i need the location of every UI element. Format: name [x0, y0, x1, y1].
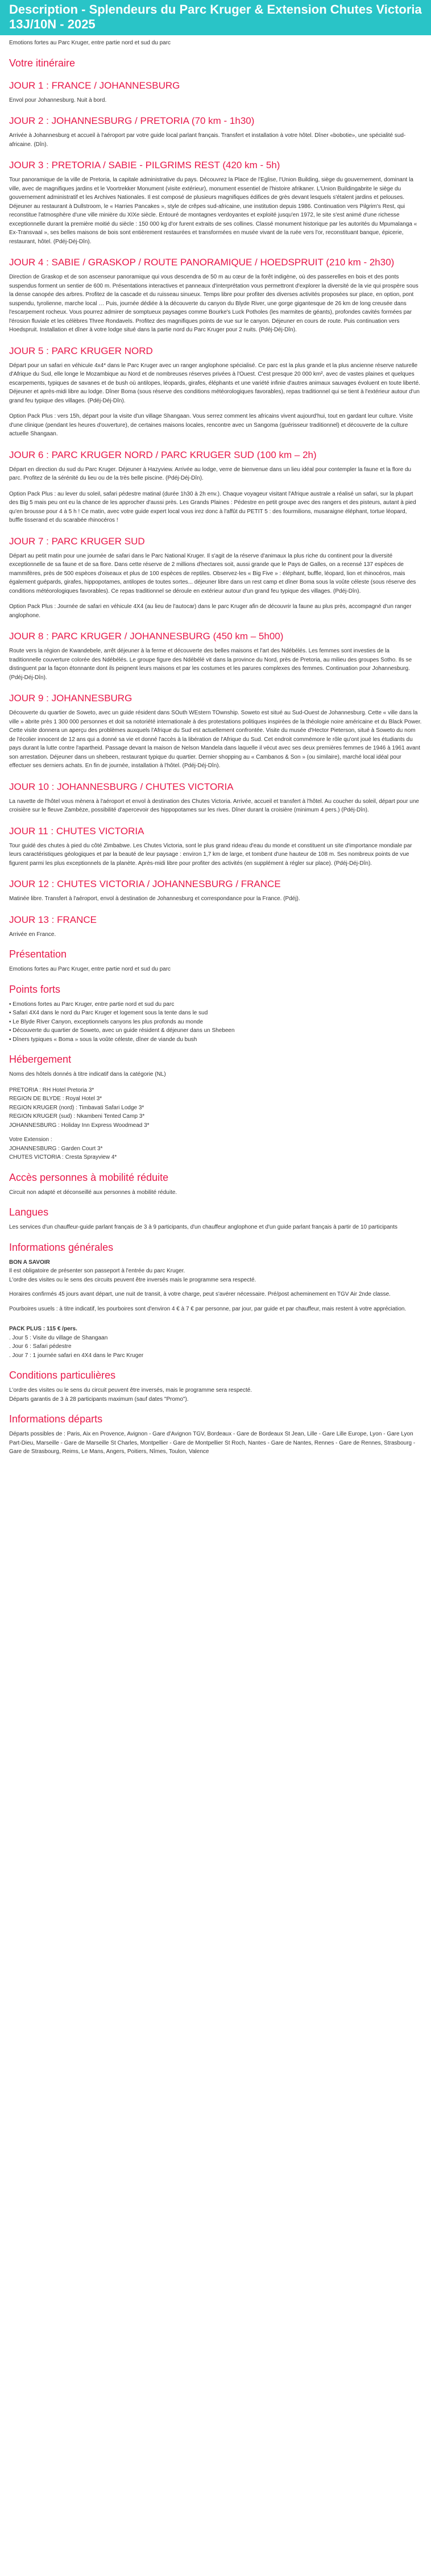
lodging-heading: Hébergement	[9, 1054, 72, 1065]
lodging-item: REGION DE BLYDE : Royal Hotel 3*	[9, 1096, 102, 1102]
conditions-list	[9, 1386, 422, 1404]
condition-line: L'ordre des visites ou le sens du circuit peuvent être inversés, mais le programme sera respecté.	[9, 1387, 252, 1393]
day-description: Découverte du quartier de Soweto, avec un guide résident dans SOuth WEstern TOwnship. Soweto est situé au Sud-Ouest de Johannesburg. Cette « ville dans la ville » abrite près 1 300 000 personnes et doit sa notoriété internationale à des protestations politiques inspirées de la théologie noire américaine et du Black Power. Cette visite donnera un aperçu des problèmes auxquels l'Afrique du Sud est actuellement confrontée. Visite du musée d'Hector Pieterson, situé à Soweto du nom de l'écolier innocent de 12 ans qui a donné sa vie et donné l'accès à la libération de l'Afrique du Sud. Cet endroit commémore le rôle qu'ont joué les étudiants du pays durant la lutte contre l'apartheid. Passage devant la maison de Nelson Mandela dans laquelle il vécut avec ses deux premières femmes de 1946 à 1961 avant son arrestation. Déjeuner dans un shebeen, restaurant typique du quartier. Dernier shopping au « Cambanos & Son » (ou similaire), marché local idéal pour effectuer ses derniers achats. En fin de journée, installation à l'hôtel. (Pdéj-Déj-Dîn).	[9, 710, 422, 769]
day-title: JOUR 11 : CHUTES VICTORIA	[9, 825, 144, 837]
day-description: Arrivée en France.	[9, 931, 56, 938]
day-title: JOUR 2 : JOHANNESBURG / PRETORIA (70 km - 1h30)	[9, 115, 255, 126]
day-title: JOUR 12 : CHUTES VICTORIA / JOHANNESBURG / FRANCE	[9, 879, 281, 889]
day-description: Option Pack Plus : Journée de safari en véhicule 4X4 (au lieu de l'autocar) dans le parc Kruger afin de découvrir la faune au plus près, accompagné d'un ranger anglophone.	[9, 604, 412, 619]
day-title: JOUR 1 : FRANCE / JOHANNESBURG	[9, 80, 180, 91]
presentation-text: Emotions fortes au Parc Kruger, entre partie nord et sud du parc	[9, 966, 171, 972]
extension-item: CHUTES VICTORIA : Cresta Sprayview 4*	[9, 1154, 117, 1160]
access-text: Circuit non adapté et déconseillé aux personnes à mobilité réduite.	[9, 1189, 177, 1196]
day-description: Départ au petit matin pour une journée de safari dans le Parc National Kruger. Il s'agit de la réserve d'animaux la plus riche du continent pour la diversité exceptionnelle de sa faune et de sa flore. Dans cette réserve de 2 millions d'hectares soit, aussi grande que le Pays de Galles, on a recensé 137 espèces de mammifères, près de 500 espèces d'oiseaux et plus de 100 espèces de reptiles. Observez-les « Big Five » : éléphant, buffle, léopard, lion et rhinocéros, mais également guépards, girafes, hippopotames, antilopes de toutes sortes... déjeuner libre dans un rest camp et dîner Boma sous la voûte céleste (sous réserve des conditions météorologiques favorables). Ce repas traditionnel se déroule en extérieur autour d'un grand feu typique des villages. (Pdéj-Dîn).	[9, 552, 416, 594]
lodging-item: PRETORIA : RH Hotel Pretoria 3*	[9, 1087, 94, 1093]
languages-text: Les services d'un chauffeur-guide parlant français de 3 à 9 participants, d'un chauffeur anglophone et d'un guide parlant français à partir de 10 participants	[9, 1224, 398, 1230]
general-line: Horaires confirmés 45 jours avant départ, une nuit de transit, à votre charge, peut s'avérer nécessaire. Pré/post acheminement en TGV Air 2nde classe.	[9, 1291, 391, 1297]
general-line: Pourboires usuels : à titre indicatif, les pourboires sont d'environ 4 € à 7 € par personne, par jour, par guide et par chauffeur, mais restent à votre appréciation.	[9, 1305, 407, 1312]
content	[0, 39, 431, 1475]
lodging-intro: Noms des hôtels donnés à titre indicatif dans la catégorie (NL)	[9, 1071, 166, 1077]
conditions-heading: Conditions particulières	[9, 1370, 116, 1381]
lodging-item: JOHANNESBURG : Holiday Inn Express Woodmead 3*	[9, 1122, 150, 1129]
day-title: JOUR 10 : JOHANNESBURG / CHUTES VICTORIA	[9, 781, 234, 792]
day-title: JOUR 3 : PRETORIA / SABIE - PILGRIMS REST (420 km - 5h)	[9, 160, 280, 170]
day-description: Arrivée à Johannesburg et accueil à l'aéroport par votre guide local parlant français. Transfert et installation à votre hôtel. Dîner «bobotie», une spécialité sud-africaine. (Dîn).	[9, 132, 406, 148]
general-line: L'ordre des visites ou le sens des circuits peuvent être inversés mais le programme sera respecté.	[9, 1276, 256, 1283]
access-heading: Accès personnes à mobilité réduite	[9, 1171, 169, 1183]
general-info	[9, 1258, 422, 1360]
day-description: Option Pack Plus : vers 15h, départ pour la visite d'un village Shangaan. Vous serrez comment les africains vivent aujourd'hui, tout en gardant leur culture. Visite d'une clinique (pendant les heures d'ouverture), de certaines maisons locales, rencontre avec un Sangoma (guérisseur traditionnel) et découverte de la culture actuelle Shangaan.	[9, 413, 413, 437]
highlight-item: • Le Blyde River Canyon, exceptionnels canyons les plus profonds au monde	[9, 1018, 203, 1025]
languages-heading: Langues	[9, 1206, 49, 1218]
extension-item: JOHANNESBURG : Garden Court 3*	[9, 1145, 103, 1152]
highlight-item: • Dîners typiques « Boma » sous la voûte céleste, dîner de viande du bush	[9, 1036, 197, 1043]
condition-line: Départs garantis de 3 à 28 participants maximum (sauf dates "Promo").	[9, 1396, 189, 1403]
page-title: Description - Splendeurs du Parc Kruger & Extension Chutes Victoria 13J/10N - 2025	[9, 2, 422, 31]
general-heading: Informations générales	[9, 1241, 114, 1253]
intro-text: Emotions fortes au Parc Kruger, entre partie nord et sud du parc	[9, 40, 171, 46]
pack-plus-item: . Jour 5 : Visite du village de Shangaan	[9, 1334, 108, 1341]
day-title: JOUR 8 : PARC KRUGER / JOHANNESBURG (450 km – 5h00)	[9, 631, 284, 642]
day-description: Direction de Graskop et de son ascenseur panoramique qui vous descendra de 50 m au cœur de la forêt indigène, où des passerelles en bois et des ponts suspendus forment un sentier de 600 m. Présentations interactives et panneaux d'interprétation vous permettront d'explorer la diversité de la vie qui prospère sous la dense canopée des arbres. Profitez de la cascade et du ruisseau sinueux. Temps libre pour profiter des diverses activités proposées sur place, en option, pont suspendu, tyrolienne, marche local … Puis, journée dédiée à la découverte du canyon du Blyde River, une gorge gigantesque de 26 km de long creusée dans l'escarpement rocheux. Vous pourrez admirer de somptueux paysages comme Bourke's Luck Potholes (les marmites de géants), profondes cavités formées par l'érosion fluviale et les célèbres Three Rondavels. Profitez des magnifiques points de vue sur le canyon. Déjeuner en cours de route. Puis continuation vers Hoedspruit. Installation et dîner à votre lodge situé dans la partie nord du Parc Kruger pour 2 nuits. (Pdéj-Déj-Dîn).	[9, 274, 418, 333]
day-description: Tour panoramique de la ville de Pretoria, la capitale administrative du pays. Découvrez la Place de l'Eglise, l'Union Building, siège du gouvernement, dominant la ville, avec de magnifiques jardins et le Voortrekker Monument (visite extérieur), monument essentiel de l'histoire afrikaner. L'Union Buildingabrite le siège du gouvernement administratif et les Archives Nationales. Il est composé de plusieurs magnifiques édifices de grès devant lesquels s'étalent jardins et pelouses. Déjeuner au restaurant à Dullstroom, le « Harries Pancakes », style de crêpes sud-africaine, une institution depuis 1986. Continuation vers Pilgrim's Rest, qui reconstitue l'atmosphère d'une ville minière du XIXe siècle. Entouré de montagnes verdoyantes et exploité jusqu'en 1972, le site s'est animé d'une richesse exceptionnelle durant la première moitié du siècle : 150 000 kg d'or furent extraits de ses collines. Classé monument historique par les autorités du Mpumalanga « Ex-Transvaal », ses belles maisons de bois sont entièrement restaurées et transformées en musée vivant de la ruée vers l'or, reconstituant banque, épicerie, restaurant, hôtel. (Pdéj-Déj-Dîn).	[9, 177, 417, 245]
highlight-item: • Emotions fortes au Parc Kruger, entre partie nord et sud du parc	[9, 1001, 175, 1008]
pack-plus-item: . Jour 7 : 1 journée safari en 4X4 dans le Parc Kruger	[9, 1352, 144, 1359]
day-title: JOUR 5 : PARC KRUGER NORD	[9, 345, 153, 356]
day-description: Matinée libre. Transfert à l'aéroport, envol à destination de Johannesburg et correspondance pour la France. (Pdéj).	[9, 896, 300, 902]
departures-text: Départs possibles de : Paris, Aix en Provence, Avignon - Gare d'Avignon TGV, Bordeaux - Gare de Bordeaux St Jean, Lille - Gare Lille Europe, Lyon - Gare Lyon Part-Dieu, Marseille - Gare de Marseille St Charles, Montpellier - Gare de Montpellier St Roch, Nantes - Gare de Nantes, Rennes - Gare de Rennes, Strasbourg - Gare de Strasbourg, Reims, Le Mans, Angers, Poitiers, Nîmes, Toulon, Valence	[9, 1431, 416, 1455]
pack-plus-item: . Jour 6 : Safari pédestre	[9, 1343, 72, 1350]
highlight-item: • Safari 4X4 dans le nord du Parc Kruger et logement sous la tente dans le sud	[9, 1010, 208, 1016]
day-title: JOUR 13 : FRANCE	[9, 914, 97, 925]
day-description: La navette de l'hôtel vous mènera à l'aéroport et envol à destination des Chutes Victoria. Arrivée, accueil et transfert à l'hôtel. Au coucher du soleil, départ pour une croisière sur le fleuve Zambèze, possibilité d'apercevoir des hippopotames sur les rives. Dîner durant la croisière (minimum 4 pers.) (Pdéj-Dîn).	[9, 798, 419, 813]
day-description: Route vers la région de Kwandebele, arrêt déjeuner à la ferme et découverte des belles maisons et l'art des Ndébélés. Les femmes sont investies de la traditionnelle couverture colorée des Ndébélés. Le groupe figure des Ndébélé vit dans la province du Nord, près de Pretoria, au milieu des groupes Sotho. Ils se distinguent par la façon étonnante dont ils peignent leurs maisons et par les costumes et les parures complexes des femmes. Continuation pour Johannesburg. (Pdéj-Déj-Dîn).	[9, 648, 412, 681]
departures-heading: Informations départs	[9, 1413, 103, 1425]
extension-label: Votre Extension :	[9, 1137, 52, 1143]
day-description: Départ pour un safari en véhicule 4x4* dans le Parc Kruger avec un ranger anglophone spécialisé. Ce parc est la plus grande et la plus ancienne réserve naturelle d'Afrique du Sud, elle longe le Mozambique au Nord et de nombreuses réserves privées à l'Ouest. C'est presque 20 000 km², avec de vastes plaines et quelques escarpements, typiques de savanes et de bush où antilopes, léopards, girafes, éléphants et une variété infinie d'autres animaux sauvages évoluent en toute liberté. Déjeuner et après-midi libre au lodge. Dîner Boma (sous réserve des conditions météorologiques favorables), repas traditionnel qui se tient à l'extérieur autour d'un grand feu typique des villages. (Pdéj-Déj-Dîn).	[9, 362, 420, 404]
day-title: JOUR 7 : PARC KRUGER SUD	[9, 535, 145, 547]
day-description: Option Pack Plus : au lever du soleil, safari pédestre matinal (durée 1h30 à 2h env.). Chaque voyageur visitant l'Afrique australe a réalisé un safari, sur la plupart des Big 5 mais peu ont eu la chance de les approcher d'aussi près. Les Grands Plaines : Pédestre en petit groupe avec des rangers et des pisteurs, autant à pied qu'en brousse pour 4 à 5 h ! Ce matin, avec votre guide expert local vous irez donc à l'affût du PETIT 5 : des fourmilions, musaraigne éléphant, tortue léopard, buffle tisserand et du scarabée rhinocéros !	[9, 490, 416, 523]
highlights-list	[9, 1000, 422, 1044]
day-title: JOUR 9 : JOHANNESBURG	[9, 693, 132, 704]
day-description: Envol pour Johannesburg. Nuit à bord.	[9, 97, 107, 103]
pack-plus-label: PACK PLUS : 115 € /pers.	[9, 1326, 77, 1332]
itinerary-heading: Votre itinéraire	[9, 57, 76, 69]
bon-a-savoir-label: BON A SAVOIR	[9, 1259, 50, 1266]
day-title: JOUR 6 : PARC KRUGER NORD / PARC KRUGER SUD (100 km – 2h)	[9, 449, 317, 460]
highlight-item: • Découverte du quartier de Soweto, avec un guide résident & déjeuner dans un Shebeen	[9, 1027, 235, 1034]
presentation-heading: Présentation	[9, 948, 67, 960]
general-line: Il est obligatoire de présenter son passeport à l'entrée du parc Kruger.	[9, 1268, 185, 1274]
lodging-item: REGION KRUGER (nord) : Timbavati Safari Lodge 3*	[9, 1104, 144, 1111]
lodging-list	[9, 1086, 422, 1162]
day-description: Tour guidé des chutes à pied du côté Zimbabwe. Les Chutes Victoria, sont le plus grand rideau d'eau du monde et constituent un site d'importance mondiale par leurs caractéristiques géologiques et par la beauté de leur paysage : environ 1,7 km de large, et tombent d'une hauteur de 108 m. Ses nombreux points de vue figurent parmi les plus exceptionnels de la planète. Après-midi libre pour profiter des activités (en supplément à régler sur place). (Pdéj-Déj-Dîn).	[9, 842, 412, 867]
lodging-item: REGION KRUGER (sud) : Nkambeni Tented Camp 3*	[9, 1113, 145, 1120]
day-description: Départ en direction du sud du Parc Kruger. Déjeuner à Hazyview. Arrivée au lodge, verre de bienvenue dans un lieu idéal pour contempler la faune et la flore du parc. Profitez de la sérénité du lieu ou de la très belle piscine. (Pdéj-Déj-Dîn).	[9, 466, 412, 481]
highlights-heading: Points forts	[9, 983, 61, 995]
title-banner	[0, 0, 431, 35]
itinerary-days	[9, 80, 422, 939]
day-title: JOUR 4 : SABIE / GRASKOP / ROUTE PANORAMIQUE / HOEDSPRUIT (210 km - 2h30)	[9, 257, 395, 268]
